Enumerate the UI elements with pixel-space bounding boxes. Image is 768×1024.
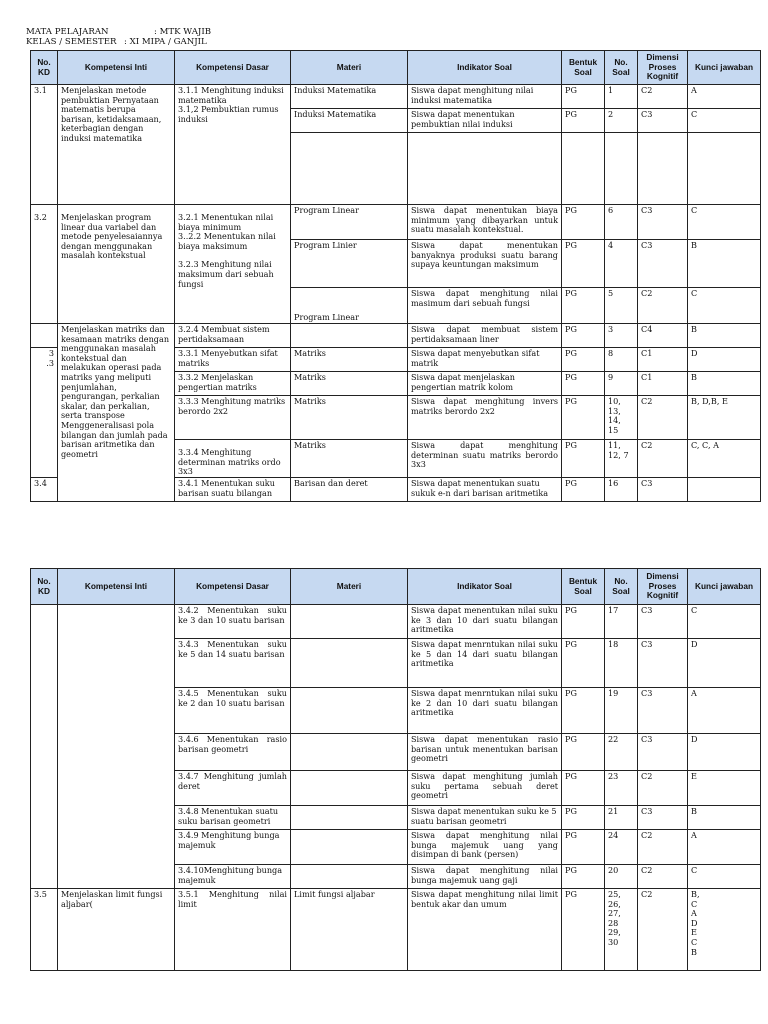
dimensi-cell: C2 <box>638 771 688 806</box>
dimensi-cell: C1 <box>638 372 688 396</box>
no-soal-cell: 21 <box>605 806 638 830</box>
empty-cell <box>291 133 408 205</box>
table-row <box>31 205 761 240</box>
bentuk-cell: PG <box>562 688 605 734</box>
no-soal-cell: 11, 12, 7 <box>605 440 638 478</box>
indikator-cell: Siswa dapat menghitung nilai induksi matematika <box>408 85 562 109</box>
materi-cell <box>291 605 408 639</box>
ki-item: Menggeneralisasi pola bilangan dan jumlah pada barisan aritmetika dan geometri <box>61 419 168 459</box>
kompetensi-inti: Menjelaskan metode pembuktian Pernyataan matematis berupa barisan, ketidaksamaan, keterbagian dengan induksi matematika <box>58 85 175 205</box>
col-header: Kompetensi Dasar <box>175 569 291 605</box>
col-header: Materi <box>291 51 408 85</box>
materi-cell: Barisan dan deret <box>291 478 408 502</box>
materi-cell: Matriks <box>291 396 408 440</box>
indikator-cell: Siswa dapat menjelaskan pengertian matrik kolom <box>408 372 562 396</box>
kunci-cell: B, D,B, E <box>688 396 761 440</box>
dimensi-cell: C3 <box>638 205 688 240</box>
dimensi-cell: C3 <box>638 240 688 288</box>
no-soal-cell: 17 <box>605 605 638 639</box>
kompetensi-dasar: 3.3.1 Menyebutkan sifat matriks <box>175 348 291 372</box>
kelas-value: : XI MIPA / GANJIL <box>124 37 207 47</box>
materi-cell <box>291 639 408 688</box>
indikator-cell: Siswa dapat menrntukan nilai suku ke 5 dan 14 dari suatu bilangan aritmetika <box>408 639 562 688</box>
indikator-cell: Siswa dapat menentukan suatu sukuk e-n dari barisan aritmetika <box>408 478 562 502</box>
kompetensi-dasar: 3.4.3 Menentukan suku ke 5 dan 14 suatu barisan <box>175 639 291 688</box>
no-soal-cell: 3 <box>605 324 638 348</box>
dimensi-cell: C3 <box>638 688 688 734</box>
dimensi-cell: C2 <box>638 440 688 478</box>
dimensi-cell: C4 <box>638 324 688 348</box>
indikator-cell: Siswa dapat menghitung determinan suatu matriks berordo 3x3 <box>408 440 562 478</box>
dimensi-cell: C3 <box>638 478 688 502</box>
kunci-cell <box>688 478 761 502</box>
kd-item: 3.1.1 Menghitung induksi matematika <box>178 85 284 105</box>
kompetensi-dasar: 3.5.1 Menghitung nilai limit <box>175 889 291 971</box>
bentuk-cell: PG <box>562 734 605 771</box>
materi-cell <box>291 830 408 865</box>
indikator-cell: Siswa dapat membuat sistem pertidaksamaan liner <box>408 324 562 348</box>
mapel-label: MATA PELAJARAN <box>26 27 109 37</box>
kunci-cell: D <box>688 348 761 372</box>
col-header: Kompetensi Inti <box>58 569 175 605</box>
dimensi-cell: C2 <box>638 85 688 109</box>
kd-number: 3 .3 <box>31 348 58 478</box>
indikator-cell: Siswa dapat menrntukan nilai suku ke 2 dan 10 dari suatu bilangan aritmetika <box>408 688 562 734</box>
no-soal-cell: 4 <box>605 240 638 288</box>
bentuk-cell: PG <box>562 440 605 478</box>
empty-cell <box>31 605 58 889</box>
materi-cell <box>291 324 408 348</box>
kunci-cell: A <box>688 85 761 109</box>
bentuk-cell: PG <box>562 348 605 372</box>
table-header-row <box>31 569 761 605</box>
empty-cell <box>408 133 562 205</box>
kompetensi-dasar: 3.4.2 Menentukan suku ke 3 dan 10 suatu barisan <box>175 605 291 639</box>
bentuk-cell: PG <box>562 372 605 396</box>
bentuk-cell: PG <box>562 396 605 440</box>
materi-cell: Induksi Matematika <box>291 85 408 109</box>
no-soal-cell: 1 <box>605 85 638 109</box>
indikator-cell: Siswa dapat menghitung jumlah suku pertama sebuah deret geometri <box>408 771 562 806</box>
kompetensi-dasar: 3.4.1 Menentukan suku barisan suatu bilangan <box>175 478 291 502</box>
materi-cell: Matriks <box>291 440 408 478</box>
kunci-cell: A <box>688 830 761 865</box>
no-soal-cell: 16 <box>605 478 638 502</box>
kompetensi-inti <box>58 324 175 502</box>
empty-cell <box>688 133 761 205</box>
empty-cell <box>31 324 58 348</box>
materi-cell <box>291 865 408 889</box>
col-header: Indikator Soal <box>408 51 562 85</box>
empty-cell <box>58 605 175 889</box>
kompetensi-dasar: 3.2.4 Membuat sistem pertidaksamaan <box>175 324 291 348</box>
indikator-cell: Siswa dapat menentukan banyaknya produksi suatu barang supaya keuntungan maksimum <box>408 240 562 288</box>
bentuk-cell: PG <box>562 478 605 502</box>
col-header: Materi <box>291 569 408 605</box>
table-row <box>31 605 761 639</box>
indikator-cell: Siswa dapat menghitung nilai limit bentuk akar dan umum <box>408 889 562 971</box>
kd-number: 3.5 <box>31 889 58 971</box>
kunci-cell: A <box>688 688 761 734</box>
kompetensi-dasar: 3.4.10Menghitung bunga majemuk <box>175 865 291 889</box>
dimensi-cell: C2 <box>638 830 688 865</box>
kompetensi-dasar: 3.3.4 Menghitung determinan matriks ordo 3x3 <box>175 440 291 478</box>
kisi-table-1 <box>30 50 761 502</box>
table-row <box>31 85 761 109</box>
header-mapel <box>26 27 211 37</box>
col-header: Kunci jawaban <box>688 51 761 85</box>
kunci-cell: C <box>688 288 761 324</box>
indikator-cell: Siswa dapat menghitung nilai masimum dari sebuah fungsi <box>408 288 562 324</box>
kunci-cell: D <box>688 639 761 688</box>
kompetensi-dasar: 3.4.9 Menghitung bunga majemuk <box>175 830 291 865</box>
table-row <box>31 889 761 971</box>
kisi-table-2 <box>30 568 761 971</box>
col-header: Bentuk Soal <box>562 569 605 605</box>
kunci-cell: B <box>688 324 761 348</box>
no-soal-cell: 9 <box>605 372 638 396</box>
kd-item: 3.2.1 Menentukan nilai biaya minimum <box>178 212 274 232</box>
bentuk-cell: PG <box>562 240 605 288</box>
dimensi-cell: C3 <box>638 806 688 830</box>
dimensi-cell: C2 <box>638 889 688 971</box>
kompetensi-dasar: 3.3.2 Menjelaskan pengertian matriks <box>175 372 291 396</box>
bentuk-cell: PG <box>562 865 605 889</box>
kompetensi-inti: Menjelaskan limit fungsi aljabar( <box>58 889 175 971</box>
kd-item: 3..2.2 Menentukan nilai biaya maksimum <box>178 231 276 251</box>
materi-cell: Program Linier <box>291 240 408 288</box>
mapel-value: : MTK WAJIB <box>154 27 212 37</box>
kompetensi-dasar <box>175 85 291 205</box>
kompetensi-dasar: 3.3.3 Menghitung matriks berordo 2x2 <box>175 396 291 440</box>
dimensi-cell: C2 <box>638 288 688 324</box>
col-header: No. KD <box>31 569 58 605</box>
dimensi-cell: C2 <box>638 396 688 440</box>
bentuk-cell: PG <box>562 639 605 688</box>
indikator-cell: Siswa dapat menghitung nilai bunga majemuk uang yang disimpan di bank (persen) <box>408 830 562 865</box>
col-header: Dimensi Proses Kognitif <box>638 51 688 85</box>
kunci-cell: C, C, A <box>688 440 761 478</box>
indikator-cell: Siswa dapat menentukan pembuktian nilai induksi <box>408 109 562 133</box>
materi-cell <box>291 771 408 806</box>
kd-item: 3.2.3 Menghitung nilai maksimum dari sebuah fungsi <box>178 259 274 289</box>
no-soal-cell: 23 <box>605 771 638 806</box>
kd-number: 3.1 <box>31 85 58 205</box>
materi-cell: Matriks <box>291 372 408 396</box>
kunci-cell: C <box>688 205 761 240</box>
indikator-cell: Siswa dapat menghitung invers matriks berordo 2x2 <box>408 396 562 440</box>
kunci-cell: C <box>688 605 761 639</box>
col-header: Indikator Soal <box>408 569 562 605</box>
col-header: Bentuk Soal <box>562 51 605 85</box>
col-header: Dimensi Proses Kognitif <box>638 569 688 605</box>
bentuk-cell: PG <box>562 205 605 240</box>
materi-cell: Limit fungsi aljabar <box>291 889 408 971</box>
kompetensi-dasar: 3.4.5 Menentukan suku ke 2 dan 10 suatu barisan <box>175 688 291 734</box>
kunci-cell: B, C A D E C B <box>688 889 761 971</box>
dimensi-cell: C3 <box>638 109 688 133</box>
col-header: No. Soal <box>605 51 638 85</box>
table-row <box>31 324 761 348</box>
no-soal-cell: 19 <box>605 688 638 734</box>
indikator-cell: Siswa dapat menentukan biaya minimum yang dibayarkan untuk suatu masalah kontekstual. <box>408 205 562 240</box>
kompetensi-dasar: 3.4.7 Menghitung jumlah deret <box>175 771 291 806</box>
kunci-cell: D <box>688 734 761 771</box>
materi-cell <box>291 806 408 830</box>
materi-cell: Program Linear <box>291 288 408 324</box>
no-soal-cell: 2 <box>605 109 638 133</box>
no-soal-cell: 20 <box>605 865 638 889</box>
table-header-row <box>31 51 761 85</box>
no-soal-cell: 8 <box>605 348 638 372</box>
header-kelas <box>26 37 207 47</box>
empty-cell <box>638 133 688 205</box>
bentuk-cell: PG <box>562 324 605 348</box>
kunci-cell: E <box>688 771 761 806</box>
kd-number: 3.2 <box>31 205 58 324</box>
indikator-cell: Siswa dapat menentukan suku ke 5 suatu barisan geometri <box>408 806 562 830</box>
no-soal-cell: 25, 26, 27, 28 29, 30 <box>605 889 638 971</box>
no-soal-cell: 22 <box>605 734 638 771</box>
kompetensi-dasar <box>175 205 291 324</box>
bentuk-cell: PG <box>562 288 605 324</box>
ki-item: Menjelaskan matriks dan kesamaan matriks dengan menggunakan masalah kontekstual dan melakukan operasi pada matriks yang meliputi penjumlahan, pengurangan, perkalian skalar, dan perkalian, serta transpose <box>61 324 170 421</box>
dimensi-cell: C3 <box>638 605 688 639</box>
materi-cell <box>291 734 408 771</box>
kunci-cell: C <box>688 865 761 889</box>
kunci-cell: B <box>688 240 761 288</box>
col-header: Kunci jawaban <box>688 569 761 605</box>
bentuk-cell: PG <box>562 109 605 133</box>
bentuk-cell: PG <box>562 771 605 806</box>
materi-cell: Matriks <box>291 348 408 372</box>
no-soal-cell: 10, 13, 14, 15 <box>605 396 638 440</box>
dimensi-cell: C1 <box>638 348 688 372</box>
bentuk-cell: PG <box>562 85 605 109</box>
indikator-cell: Siswa dapat menyebutkan sifat matrik <box>408 348 562 372</box>
no-soal-cell: 24 <box>605 830 638 865</box>
kd-number: 3.4 <box>31 478 58 502</box>
kelas-label: KELAS / SEMESTER <box>26 37 117 47</box>
kompetensi-dasar: 3.4.6 Menentukan rasio barisan geometri <box>175 734 291 771</box>
col-header: Kompetensi Dasar <box>175 51 291 85</box>
no-soal-cell: 18 <box>605 639 638 688</box>
indikator-cell: Siswa dapat menentukan nilai suku ke 3 dan 10 dari suatu bilangan aritmetika <box>408 605 562 639</box>
kunci-cell: B <box>688 806 761 830</box>
no-soal-cell: 5 <box>605 288 638 324</box>
col-header: Kompetensi Inti <box>58 51 175 85</box>
bentuk-cell: PG <box>562 806 605 830</box>
bentuk-cell: PG <box>562 605 605 639</box>
bentuk-cell: PG <box>562 889 605 971</box>
dimensi-cell: C3 <box>638 734 688 771</box>
bentuk-cell: PG <box>562 830 605 865</box>
kunci-cell: C <box>688 109 761 133</box>
indikator-cell: Siswa dapat menentukan rasio barisan untuk menentukan barisan geometri <box>408 734 562 771</box>
indikator-cell: Siswa dapat menghitung nilai bunga majemuk uang gaji <box>408 865 562 889</box>
no-soal-cell: 6 <box>605 205 638 240</box>
dimensi-cell: C2 <box>638 865 688 889</box>
kd-item: 3.1,2 Pembuktian rumus induksi <box>178 104 279 124</box>
dimensi-cell: C3 <box>638 639 688 688</box>
col-header: No. KD <box>31 51 58 85</box>
kompetensi-dasar: 3.4.8 Menentukan suatu suku barisan geometri <box>175 806 291 830</box>
col-header: No. Soal <box>605 569 638 605</box>
kunci-cell: B <box>688 372 761 396</box>
empty-cell <box>562 133 605 205</box>
materi-cell: Induksi Matematika <box>291 109 408 133</box>
empty-cell <box>605 133 638 205</box>
materi-cell: Program Linear <box>291 205 408 240</box>
materi-cell <box>291 688 408 734</box>
kompetensi-inti: Menjelaskan program linear dua variabel dan metode penyelesaiannya dengan menggunakan masalah kontekstual <box>58 205 175 324</box>
